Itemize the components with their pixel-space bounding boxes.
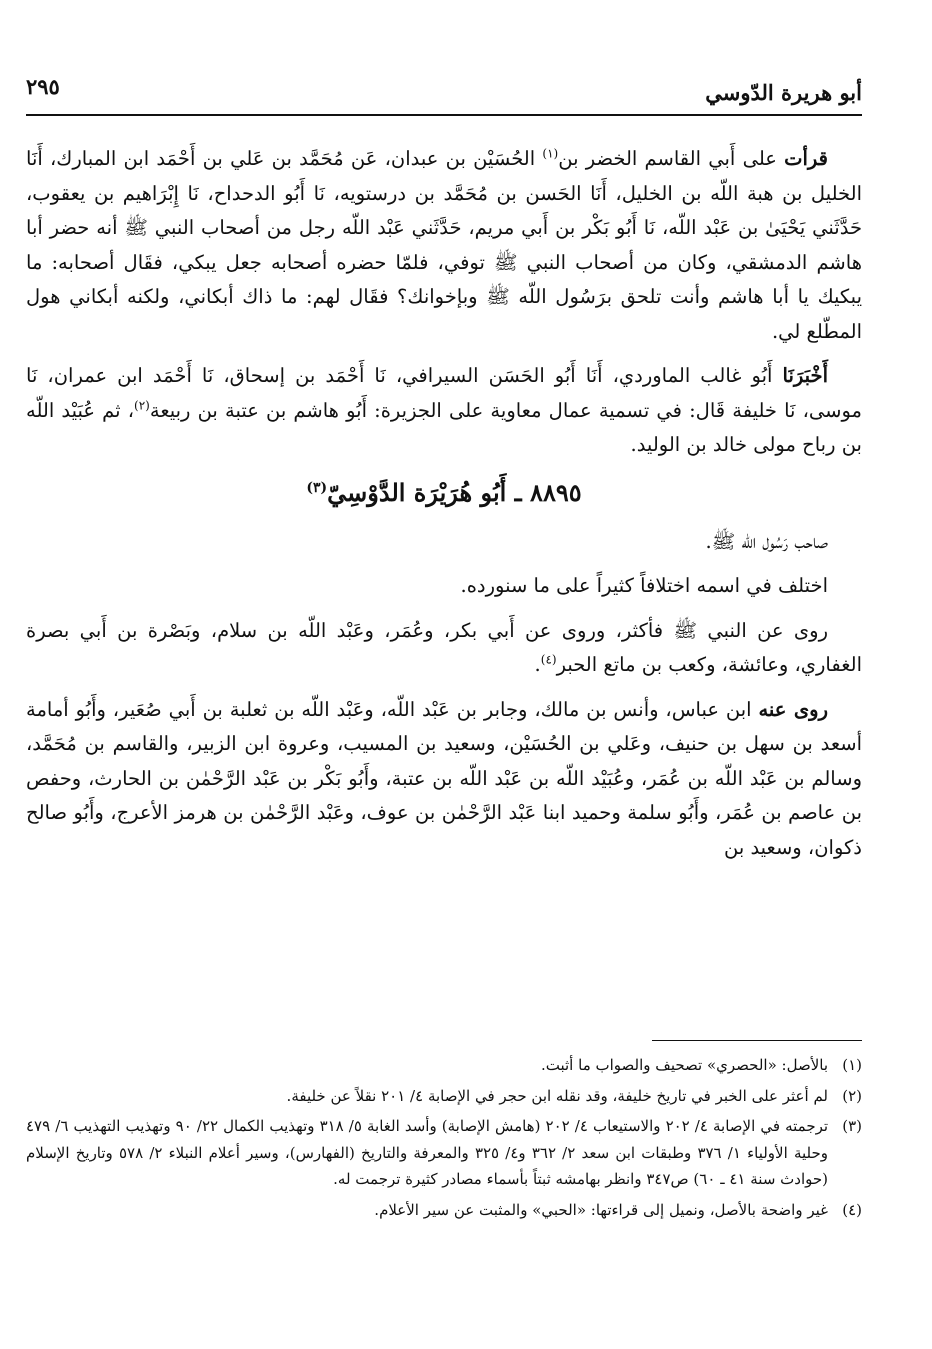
footnote-ref: (٢) (134, 398, 150, 412)
page-header (26, 70, 862, 116)
footnote-2 (26, 1083, 862, 1110)
footnote-ref: (٤) (540, 652, 557, 667)
footnote-4 (26, 1197, 862, 1224)
page-number: ٢٩٥ (26, 74, 60, 99)
paragraph-text-rest: الحُسَيْن بن عبدان، عَن مُحَمَّد بن عَلي بن أَحْمَد ابن المبارك، أَنَا الخليل بن هبة اللّه بن الخليل، أَنَا الحَسن بن مُحَمَّد بن درستويه، نَا أَبُو الدحداح، نَا إِبْرَاهيم بن يعقوب، حَدَّثَني يَحْيَىٰ بن عَبْد اللّه، نَا أَبُو بَكْر بن أَبي مريم، حَدَّثَني عَبْد اللّه رجل من أصحاب النبي ﷺ أنه حضر أبا هاشم الدمشقي، وكان من أصحاب النبي ﷺ توفي، فلمّا حضره أصحابه جعل يبكي، فقَال أصحابه: ما يبكيك يا أبا هاشم وأنت تلحق برَسُول اللّه ﷺ وبإخوانك؟ فقَال لهم: ما ذاك أبكاني، ولكنه أبكاني هول المطّلع لي. (26, 147, 862, 343)
footnote-divider (652, 1040, 862, 1041)
paragraph-lead: روى عنه (758, 697, 828, 721)
footnote-number: (٣) (842, 1117, 862, 1135)
footnote-ref: (١) (542, 146, 559, 161)
footnote-number: (٢) (842, 1086, 862, 1105)
footnote-text: غير واضحة بالأصل، ونميل إلى قراءتها: «الحبي» والمثبت عن سير الأعلام. (374, 1200, 828, 1219)
footnote-ref: (٣) (306, 479, 328, 496)
paragraph-text: اختلف في اسمه اختلافاً كثيراً على ما سنورده. (460, 574, 828, 597)
footnote-number: (٤) (842, 1200, 862, 1219)
paragraph-lead: أَخْبَرَنَا (782, 364, 828, 387)
footnote-text: ترجمته في الإصابة ٤/ ٢٠٢ والاستيعاب ٤/ ٢٠٢ (هامش الإصابة) وأسد الغابة ٥/ ٣١٨ وتهذيب الكمال ٢٢/ ٩٠ وتهذيب التهذيب ٦/ ٤٧٩ وحلية الأولياء ١/ ٣٧٦ وطبقات ابن سعد ٢/ ٣٦٢ و٤/ ٣٢٥ والمعرفة والتاريخ (الفهارس)، وسير أعلام النبلاء ٢/ ٥٧٨ وتاريخ الإسلام (حوادث سنة ٤١ ـ ٦٠) ص٣٤٧ وانظر بهامشه ثبتاً بأسماء مصادر كثيرة ترجمت له. (26, 1117, 829, 1188)
entry-paragraph-2 (26, 569, 862, 604)
paragraph-text: روى عن النبي ﷺ فأكثر، وروى عن أَبي بكر، وعُمَر، وعَبْد اللّه بن سلام، وبَصْرة بن أَبي بصرة الغفاري، وعائشة، وكعب بن ماتع الحبر (26, 618, 862, 676)
footnote-1 (26, 1052, 862, 1079)
paragraph-text-rest: ، ثم عُبَيْد اللّه بن رباح مولى خالد بن الوليد. (26, 398, 862, 456)
paragraph-1 (26, 142, 862, 349)
main-text (26, 142, 862, 875)
paragraph-text: صاحب رَسُول اللّه ﷺ. (705, 529, 828, 553)
paragraph-text: أَبُو غالب الماوردي، أَنَا أَبُو الحَسَن السيرافي، نَا أَحْمَد بن إسحاق، نَا أَحْمَد ابن عمران، نَا موسى، نَا خليفة قَال: في تسمية عمال معاوية على الجزيرة: أَبُو هاشم بن عتبة بن ربيعة (26, 364, 863, 422)
footnote-3 (26, 1113, 862, 1193)
entry-paragraph-4 (26, 693, 862, 866)
paragraph-text: ابن عباس، وأنس بن مالك، وجابر بن عَبْد اللّه، وعَبْد اللّه بن ثعلبة بن أَبي صُعَير، وأَبُو أمامة أسعد بن سهل بن حنيف، وعَلي بن الحُسَيْن، وسعيد بن المسيب، وعروة ابن الزبير، والقاسم بن مُحَمَّد، وسالم بن عَبْد اللّه بن عُمَر، وعُبَيْد اللّه بن عَبْد اللّه بن عتبة، وأَبُو بَكْر بن عَبْد الرَّحْمٰن بن الحارث، وحفص بن عاصم بن عُمَر، وأَبُو سلمة وحميد ابنا عَبْد الرَّحْمٰن بن عوف، وعَبْد الرَّحْمٰن بن هرمز الأعرج، وأَبُو صالح ذكوان، وسعيد بن (26, 697, 862, 859)
footnotes (26, 1052, 862, 1227)
paragraph-text-rest: . (534, 653, 541, 676)
paragraph-lead: قرأت (784, 147, 828, 170)
running-title: أبو هريرة الدّوسي (705, 80, 862, 105)
entry-title: ٨٨٩٥ ـ أَبُو هُرَيْرَة الدَّوْسِيّ (327, 477, 582, 507)
entry-heading (26, 473, 862, 513)
paragraph-text: على أَبي القاسم الخضر بن (558, 147, 785, 170)
entry-paragraph-1 (26, 525, 862, 560)
footnote-text: بالأصل: «الحصري» تصحيف والصواب ما أثبت. (540, 1056, 828, 1074)
footnote-text: لم أعثر على الخبر في تاريخ خليفة، وقد نقله ابن حجر في الإصابة ٤/ ٢٠١ نقلاً عن خليفة. (286, 1086, 828, 1105)
entry-paragraph-3 (26, 614, 862, 683)
paragraph-2 (26, 359, 862, 463)
footnote-number: (١) (842, 1056, 862, 1074)
